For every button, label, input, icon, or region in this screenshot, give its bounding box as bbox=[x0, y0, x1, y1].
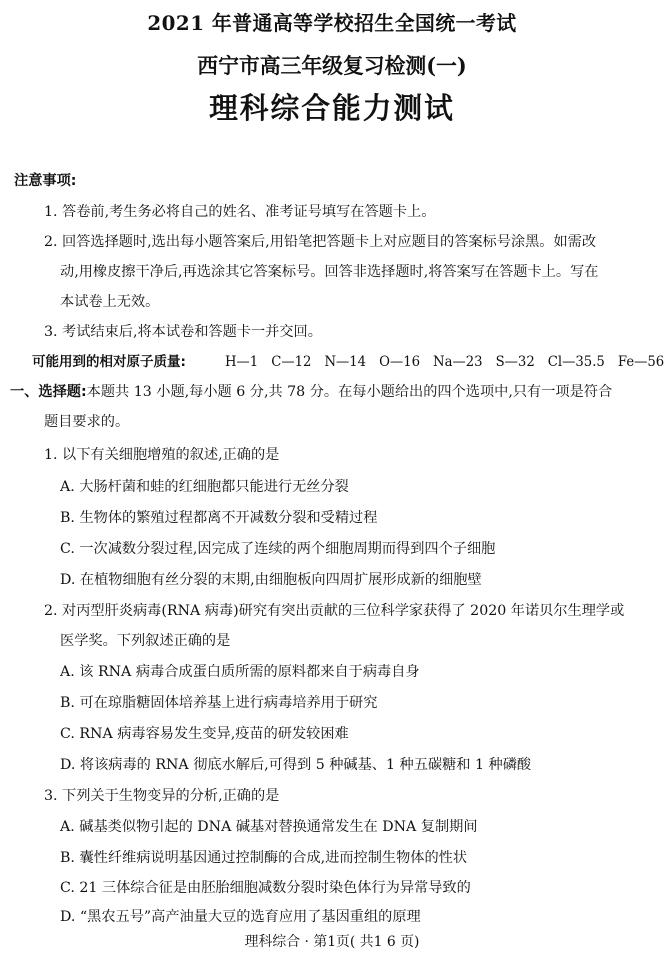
page-footer: 理科综合 · 第1页( 共1 6 页) bbox=[244, 934, 420, 950]
notice-item-1: 1. 答卷前,考生务必将自己的姓名、准考证号填写在答题卡上。 bbox=[44, 204, 436, 220]
notice-item-2-line2: 动,用橡皮擦干净后,再选涂其它答案标号。回答非选择题时,将答案写在答题卡上。写在 bbox=[60, 264, 599, 280]
question-1-option-d: D. 在植物细胞有丝分裂的末期,由细胞板向四周扩展形成新的细胞壁 bbox=[60, 572, 482, 588]
question-3-option-a: A. 碱基类似物引起的 DNA 碱基对替换通常发生在 DNA 复制期间 bbox=[60, 819, 478, 835]
question-1-option-a: A. 大肠杆菌和蛙的红细胞都只能进行无丝分裂 bbox=[60, 479, 349, 495]
question-2-option-d: D. 将该病毒的 RNA 彻底水解后,可得到 5 种碱基、1 种五碳糖和 1 种磷酸 bbox=[60, 757, 532, 773]
question-2-option-a: A. 该 RNA 病毒合成蛋白质所需的原料都来自于病毒自身 bbox=[60, 664, 420, 680]
section1-desc-line1: 本题共 13 小题,每小题 6 分,共 78 分。在每小题给出的四个选项中,只有一项是符合 bbox=[86, 384, 613, 400]
question-3-option-c: C. 21 三体综合征是由胚胎细胞减数分裂时染色体行为异常导致的 bbox=[60, 880, 471, 896]
atomic-masses-list bbox=[225, 352, 664, 372]
question-2-stem-line1: 2. 对丙型肝炎病毒(RNA 病毒)研究有突出贡献的三位科学家获得了 2020 年诺贝尔生理学或 bbox=[44, 603, 625, 619]
section1-description bbox=[10, 382, 612, 402]
question-2-option-c: C. RNA 病毒容易发生变异,疫苗的研发较困难 bbox=[60, 726, 349, 742]
section1-heading: 一、选择题: bbox=[10, 384, 87, 400]
notice-item-2-line1: 2. 回答选择题时,选出每小题答案后,用铅笔把答题卡上对应题目的答案标号涂黑。如需改 bbox=[44, 234, 597, 250]
atomic-mass-s: S—32 bbox=[495, 354, 535, 370]
question-1-option-b: B. 生物体的繁殖过程都离不开减数分裂和受精过程 bbox=[60, 510, 378, 526]
question-2-stem-line2: 医学奖。下列叙述正确的是 bbox=[60, 633, 231, 649]
exam-header-line2: 西宁市高三年级复习检测(一) bbox=[197, 53, 467, 78]
atomic-mass-o: O—16 bbox=[379, 354, 421, 370]
question-3-option-d: D. “黑农五号”高产油量大豆的选育应用了基因重组的原理 bbox=[60, 909, 421, 925]
atomic-mass-h: H—1 bbox=[225, 354, 259, 370]
question-3-stem: 3. 下列关于生物变异的分析,正确的是 bbox=[44, 788, 280, 804]
question-1-stem: 1. 以下有关细胞增殖的叙述,正确的是 bbox=[44, 447, 280, 463]
section1-desc-line2: 题目要求的。 bbox=[44, 414, 130, 430]
question-1-option-c: C. 一次减数分裂过程,因完成了连续的两个细胞周期而得到四个子细胞 bbox=[60, 541, 496, 557]
atomic-mass-na: Na—23 bbox=[433, 354, 483, 370]
notice-item-3: 3. 考试结束后,将本试卷和答题卡一并交回。 bbox=[44, 324, 322, 340]
atomic-mass-n: N—14 bbox=[324, 354, 367, 370]
question-3-option-b: B. 囊性纤维病说明基因通过控制酶的合成,进而控制生物体的性状 bbox=[60, 850, 468, 866]
exam-header-line1: 2021 年普通高等学校招生全国统一考试 bbox=[147, 11, 517, 35]
atomic-mass-c: C—12 bbox=[271, 354, 312, 370]
question-2-option-b: B. 可在琼脂糖固体培养基上进行病毒培养用于研究 bbox=[60, 695, 378, 711]
atomic-mass-fe: Fe—56 bbox=[617, 354, 665, 370]
exam-title: 理科综合能力测试 bbox=[209, 91, 455, 125]
atomic-masses-label: 可能用到的相对原子质量: bbox=[32, 354, 186, 370]
notice-item-2-line3: 本试卷上无效。 bbox=[60, 294, 160, 310]
atomic-mass-cl: Cl—35.5 bbox=[547, 354, 605, 370]
notice-heading: 注意事项: bbox=[14, 173, 77, 189]
